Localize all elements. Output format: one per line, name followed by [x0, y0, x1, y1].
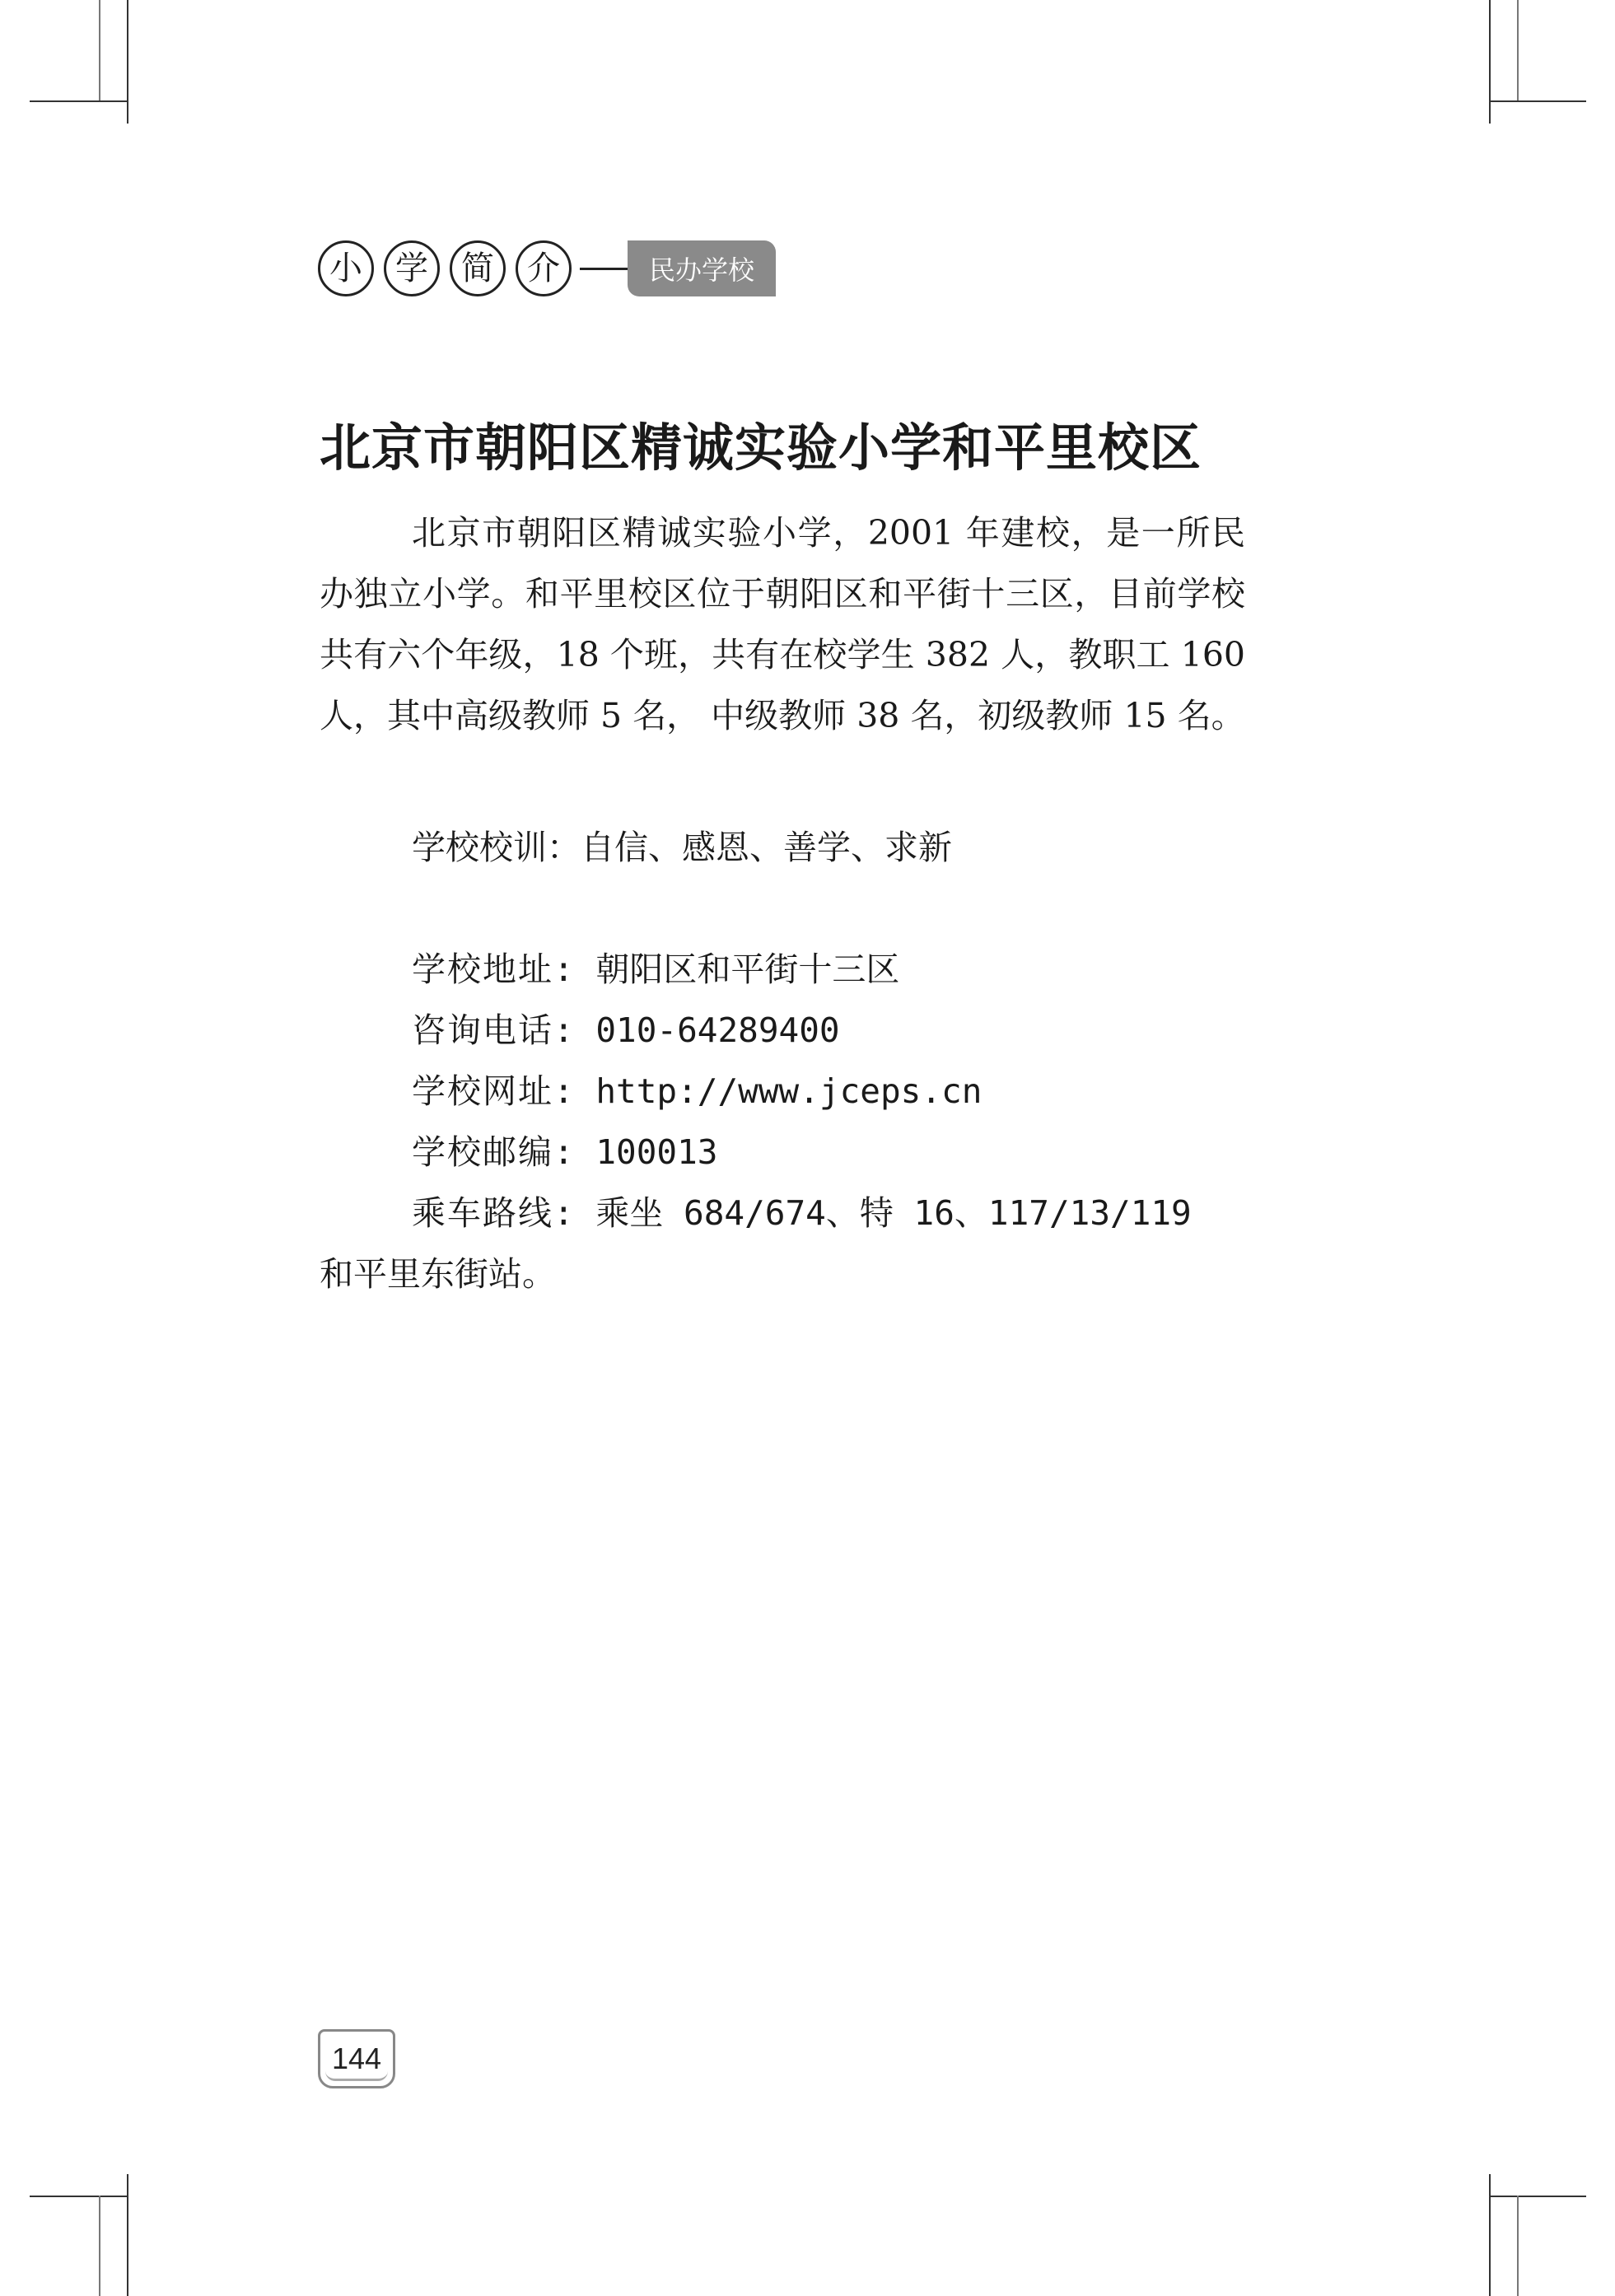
- crop-mark: [30, 2196, 127, 2197]
- crop-mark: [99, 2196, 100, 2296]
- info-value: 010-64289400: [595, 1010, 840, 1050]
- info-label: 学校地址:: [412, 950, 576, 989]
- section-header: [318, 236, 776, 301]
- info-value: 朝阳区和平街十三区: [595, 950, 900, 989]
- crop-mark: [1517, 2196, 1519, 2296]
- category-tag: 民办学校: [628, 240, 776, 296]
- crop-mark: [30, 100, 127, 102]
- info-address: [320, 939, 1245, 1000]
- crop-mark: [127, 2174, 128, 2296]
- info-phone: [320, 1000, 1245, 1061]
- info-value: http://www.jceps.cn: [595, 1071, 983, 1111]
- info-bus-route: [320, 1183, 1245, 1304]
- info-label: 学校邮编:: [412, 1132, 576, 1172]
- header-circle-3: 简: [450, 240, 506, 296]
- school-motto: 学校校训：自信、感恩、善学、求新: [412, 828, 952, 867]
- crop-mark: [1489, 0, 1491, 124]
- info-value: 100013: [595, 1132, 718, 1172]
- crop-mark: [99, 0, 100, 100]
- page-number: 144: [318, 2029, 395, 2088]
- header-circle-2: 学: [384, 240, 440, 296]
- info-website: [320, 1061, 1245, 1122]
- page-title: 北京市朝阳区精诚实验小学和平里校区: [320, 418, 1202, 478]
- contact-info-list: [320, 939, 1245, 1304]
- info-label: 咨询电话:: [412, 1010, 576, 1050]
- crop-mark: [1489, 2174, 1491, 2296]
- header-circle-1: 小: [318, 240, 374, 296]
- header-connector: [580, 268, 628, 270]
- crop-mark: [1489, 2196, 1586, 2197]
- crop-mark: [1489, 100, 1586, 102]
- info-label: 学校网址:: [412, 1071, 576, 1111]
- info-postcode: [320, 1122, 1245, 1183]
- crop-mark: [127, 0, 128, 124]
- header-circle-4: 介: [516, 240, 572, 296]
- info-label: 乘车路线:: [412, 1193, 576, 1233]
- crop-mark: [1517, 0, 1519, 100]
- info-value: 乘坐 684/674、特 16、117/13/119 和平里东街站。: [320, 1193, 1192, 1294]
- intro-paragraph: 北京市朝阳区精诚实验小学，2001 年建校，是一所民办独立小学。和平里校区位于朝阳区和平街十三区，目前学校共有六个年级，18 个班，共有在校学生 382 人，教职工 160 人，其中高级教师 5 名， 中级教师 38 名，初级教师 15 名。: [320, 513, 1245, 735]
